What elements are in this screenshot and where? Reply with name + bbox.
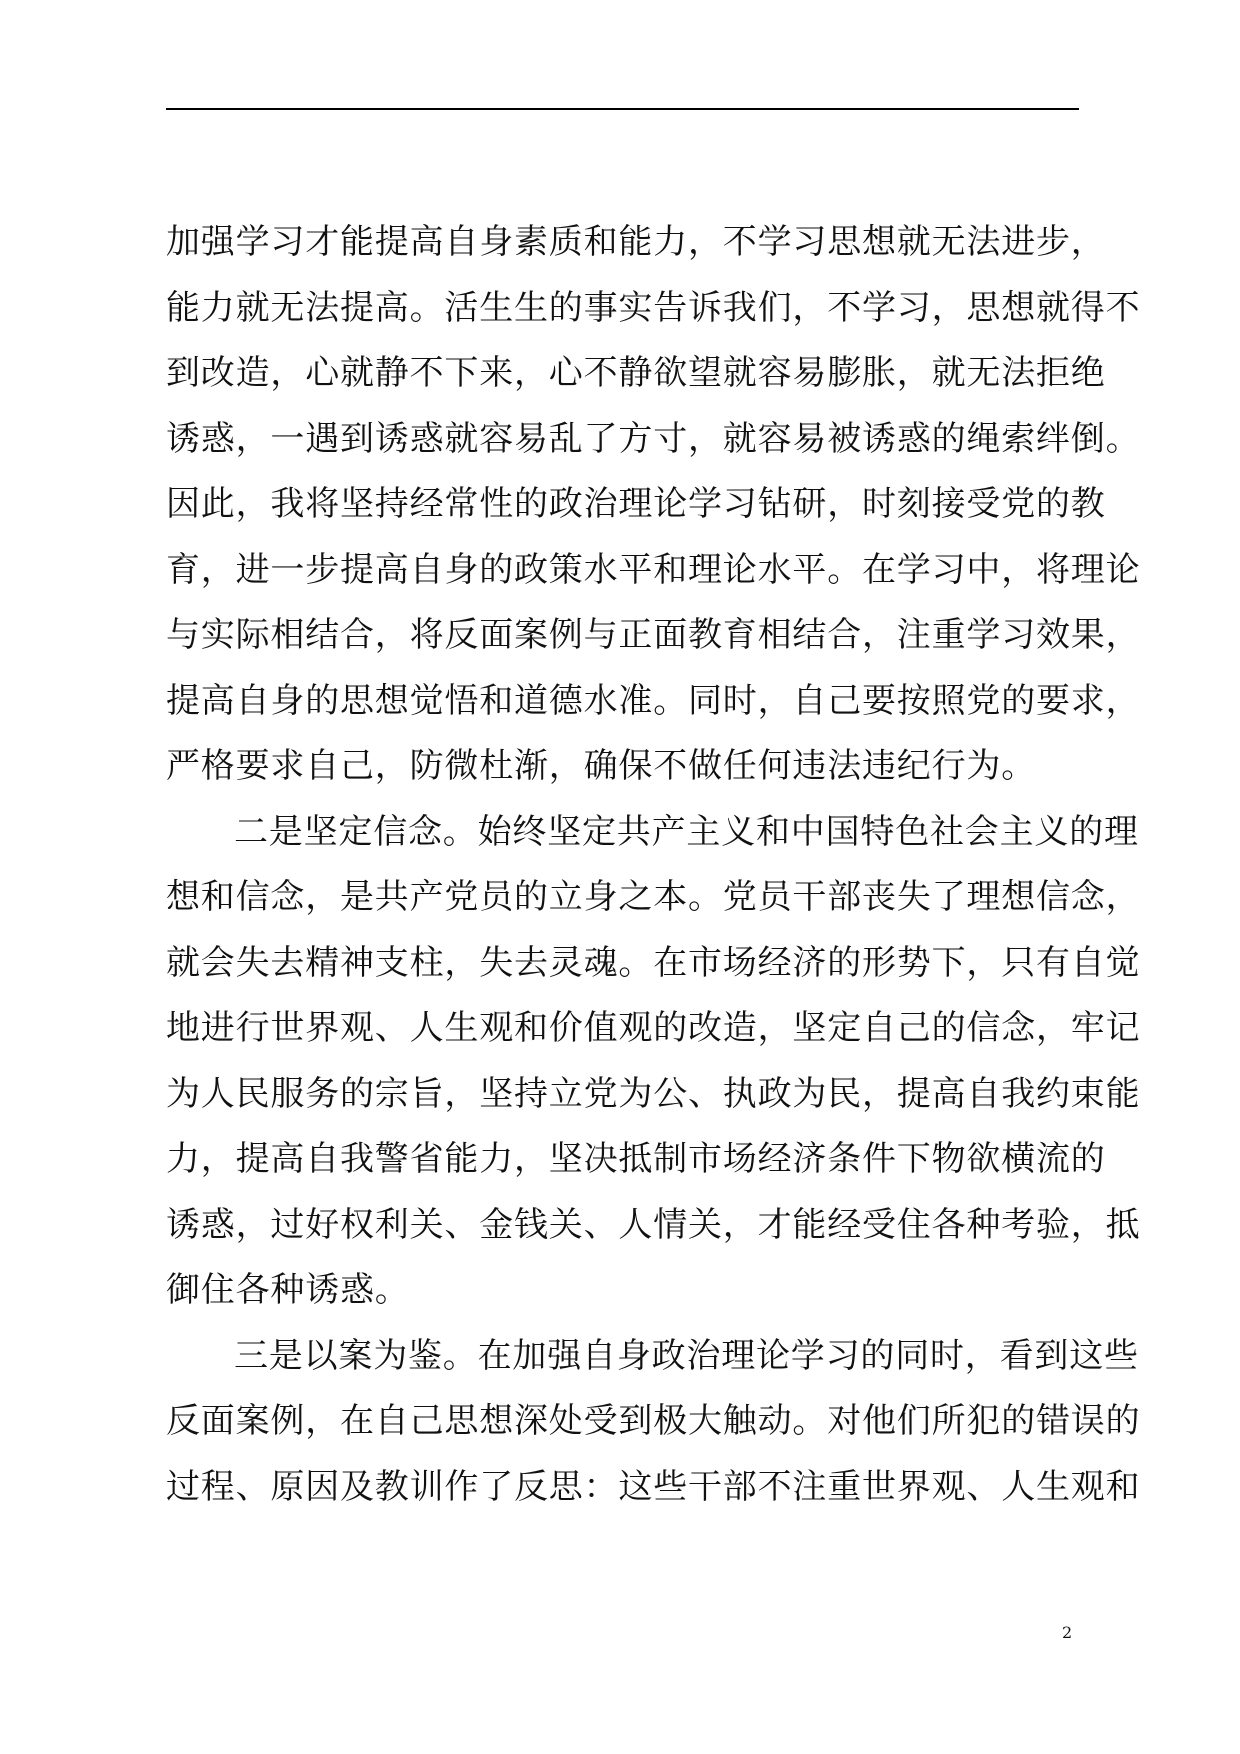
body-line: 地进行世界观、人生观和价值观的改造，坚定自己的信念，牢记 bbox=[166, 1008, 1141, 1048]
page-number: 2 bbox=[1062, 1623, 1073, 1642]
body-line: 诱惑，一遇到诱惑就容易乱了方寸，就容易被诱惑的绳索绊倒。 bbox=[166, 418, 1141, 459]
body-line: 过程、原因及教训作了反思：这些干部不注重世界观、人生观和 bbox=[166, 1466, 1141, 1507]
body-line: 御住各种诱惑。 bbox=[166, 1270, 410, 1310]
body-line: 与实际相结合，将反面案例与正面教育相结合，注重学习效果， bbox=[166, 615, 1141, 655]
paragraph-two-first-line: 二是坚定信念。始终坚定共产主义和中国特色社会主义的理 bbox=[234, 811, 1139, 852]
body-line: 育，进一步提高自身的政策水平和理论水平。在学习中，将理论 bbox=[166, 549, 1141, 590]
body-line: 为人民服务的宗旨，坚持立党为公、执政为民，提高自我约束能 bbox=[166, 1073, 1141, 1114]
paragraph-three-first-line: 三是以案为鉴。在加强自身政治理论学习的同时，看到这些 bbox=[234, 1335, 1139, 1376]
document-body bbox=[166, 210, 1141, 1520]
body-line: 力，提高自我警省能力，坚决抵制市场经济条件下物欲横流的 bbox=[166, 1139, 1106, 1179]
body-line: 就会失去精神支柱，失去灵魂。在市场经济的形势下，只有自觉 bbox=[166, 942, 1141, 983]
body-line: 诱惑，过好权利关、金钱关、人情关，才能经受住各种考验，抵 bbox=[166, 1204, 1141, 1245]
body-line: 提高自身的思想觉悟和道德水准。同时，自己要按照党的要求， bbox=[166, 680, 1141, 721]
body-line: 反面案例，在自己思想深处受到极大触动。对他们所犯的错误的 bbox=[166, 1401, 1141, 1441]
body-line: 能力就无法提高。活生生的事实告诉我们，不学习，思想就得不 bbox=[166, 287, 1141, 328]
body-line: 加强学习才能提高自身素质和能力，不学习思想就无法进步， bbox=[166, 222, 1106, 262]
body-line: 到改造，心就静不下来，心不静欲望就容易膨胀，就无法拒绝 bbox=[166, 353, 1106, 393]
body-line: 严格要求自己，防微杜渐，确保不做任何违法违纪行为。 bbox=[166, 746, 1036, 786]
header-rule bbox=[166, 108, 1079, 110]
body-line: 因此，我将坚持经常性的政治理论学习钻研，时刻接受党的教 bbox=[166, 484, 1106, 524]
body-line: 想和信念，是共产党员的立身之本。党员干部丧失了理想信念， bbox=[166, 877, 1141, 917]
